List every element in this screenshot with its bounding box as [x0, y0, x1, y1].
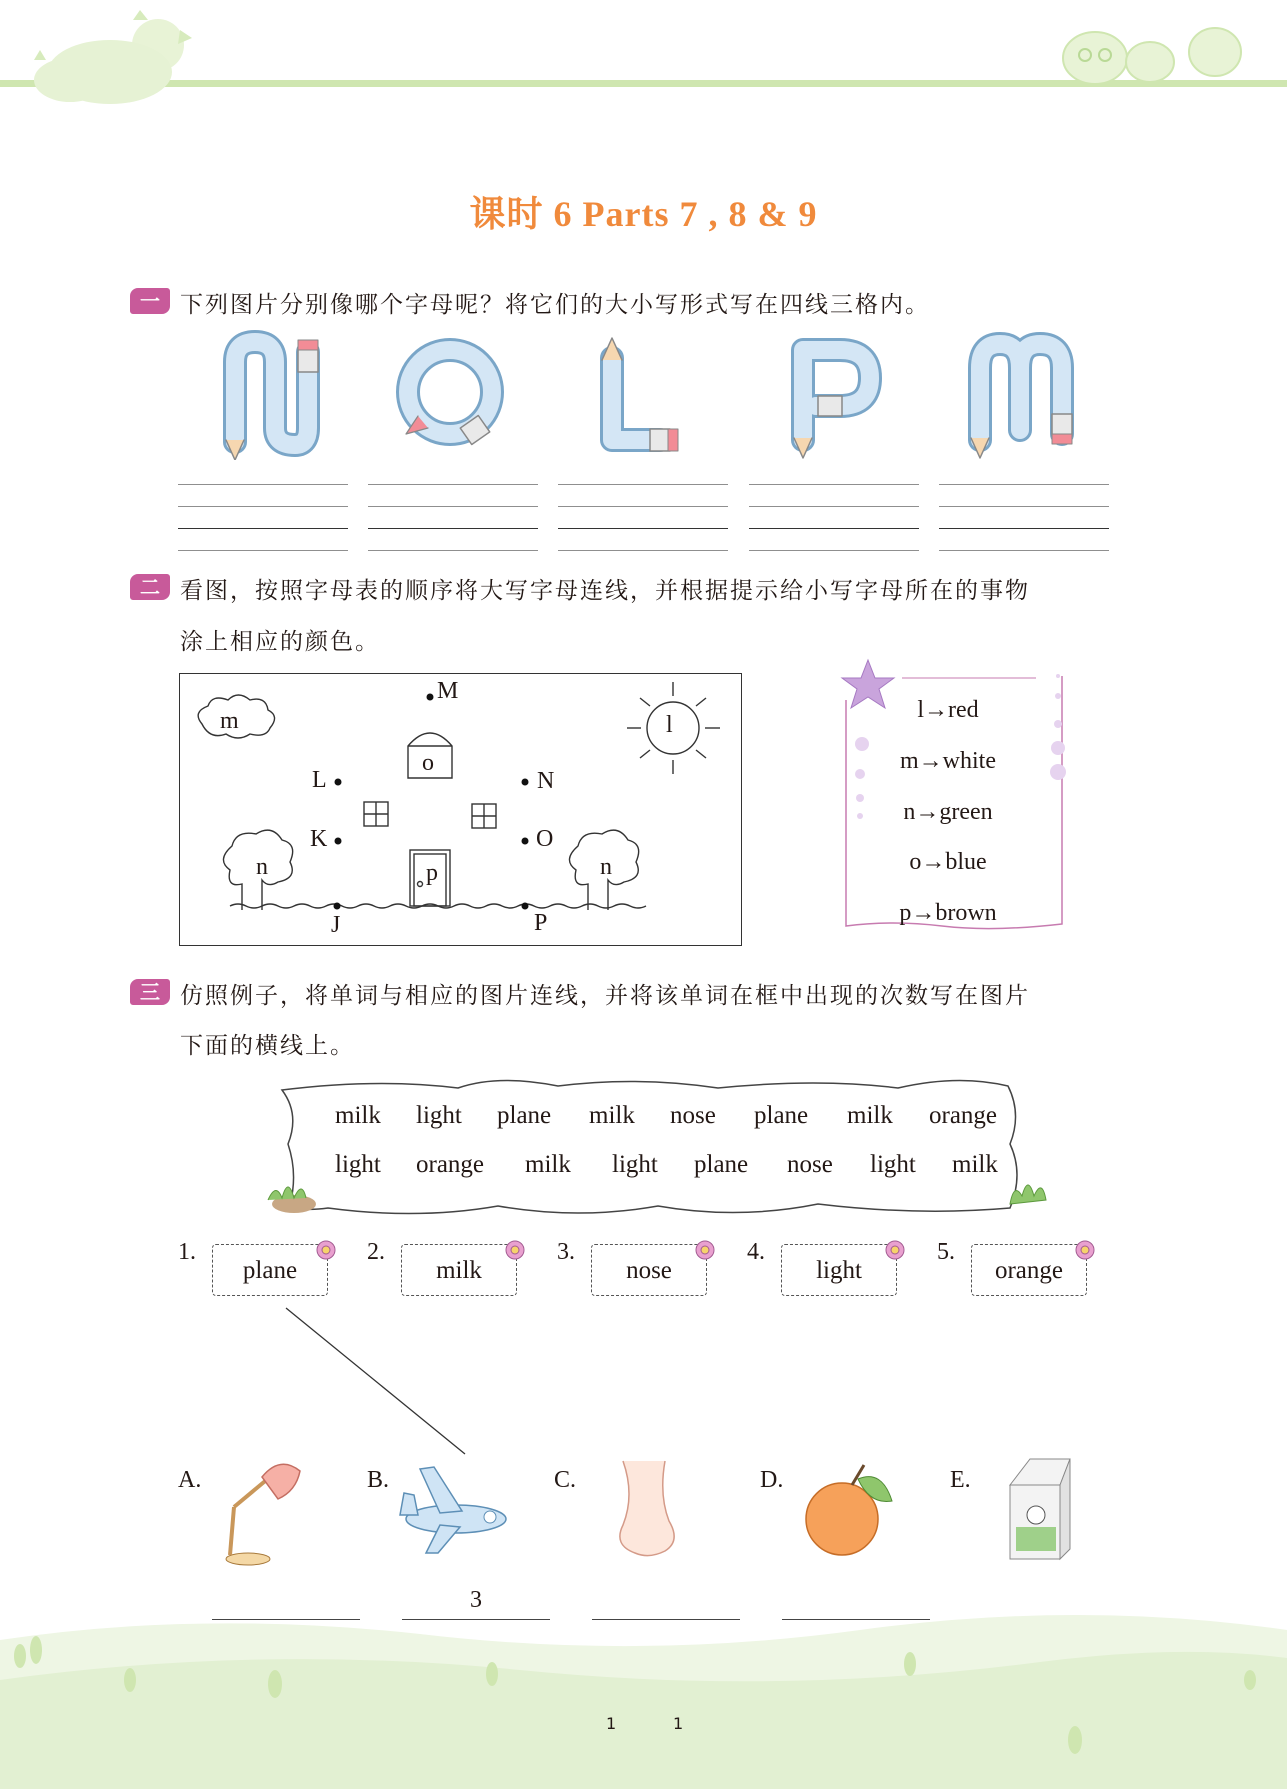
picture-d-label: D. [760, 1467, 784, 1493]
word-r2-8: milk [952, 1151, 998, 1178]
answer-b: 3 [470, 1587, 482, 1613]
option-1-word[interactable]: plane [212, 1244, 328, 1296]
color-key-p: p→brown [899, 900, 997, 926]
picture-a-label: A. [178, 1467, 202, 1493]
picture-icons [200, 1455, 1100, 1575]
color-key-m: m→white [900, 748, 996, 774]
dot-k-label: K [310, 826, 328, 852]
ground-line [230, 904, 646, 908]
dot-l-label: L [312, 767, 327, 793]
word-r2-5: plane [694, 1151, 749, 1178]
picture-c-label: C. [554, 1467, 577, 1493]
pencil-letter-m-icon [971, 344, 1072, 458]
word-r2-6: nose [787, 1151, 833, 1178]
word-r2-2: orange [416, 1151, 485, 1178]
word-r2-7: light [870, 1151, 916, 1178]
color-key-n: n→green [903, 799, 993, 825]
section-2-instruction-line1: 看图，按照字母表的顺序将大写字母连线，并根据提示给小写字母所在的事物 [180, 578, 1030, 604]
page-title: 课时 6 Parts 7 , 8 & 9 [469, 194, 818, 234]
word-r1-7: milk [847, 1102, 893, 1129]
nose-icon [620, 1461, 674, 1556]
sun-icon [627, 682, 720, 774]
option-4-number: 4. [747, 1239, 765, 1265]
cloud-sun-decoration [34, 10, 192, 104]
airplane-icon [400, 1467, 506, 1553]
dot-n-label: N [537, 768, 555, 794]
option-1-number: 1. [178, 1239, 196, 1265]
window-left-icon [364, 802, 388, 826]
sun-letter: l [666, 712, 673, 738]
flower-decorations [0, 1230, 1287, 1270]
dot-p [522, 903, 529, 910]
window-letter: o [422, 750, 434, 776]
dot-to-dot-picture[interactable] [179, 673, 742, 946]
flower-icon [696, 1241, 714, 1259]
section-2-instruction-line2: 涂上相应的颜色。 [180, 629, 380, 655]
option-2-word[interactable]: milk [401, 1244, 517, 1296]
section-3-instruction-line1: 仿照例子，将单词与相应的图片连线，并将该单词在框中出现的次数写在图片 [180, 983, 1030, 1009]
word-r1-4: milk [589, 1102, 635, 1129]
section-1-instruction: 下列图片分别像哪个字母呢？将它们的大小写形式写在四线三格内。 [180, 292, 930, 318]
page-number-right: 1 [673, 1714, 684, 1733]
color-key-o: o→blue [909, 849, 987, 875]
tree-left-letter: n [256, 854, 268, 880]
header-decoration [0, 0, 1287, 120]
section-3-badge: 三 [130, 979, 170, 1005]
word-r1-6: plane [754, 1102, 809, 1129]
writing-lines-3[interactable] [558, 484, 728, 550]
cloud-letter: m [220, 708, 239, 734]
writing-lines-1[interactable] [178, 484, 348, 550]
flower-icon [1076, 1241, 1094, 1259]
pencil-letter-n-icon [226, 340, 318, 460]
dot-m-label: M [437, 678, 459, 704]
word-r2-1: light [335, 1151, 381, 1178]
picture-drawing [180, 674, 741, 945]
word-r2-4: light [612, 1151, 658, 1178]
lamp-icon [226, 1464, 300, 1565]
dot-l [335, 779, 342, 786]
section-1-badge: 一 [130, 288, 170, 314]
dot-j-label: J [331, 912, 341, 938]
dot-p-label: P [534, 910, 548, 936]
dot-n [522, 779, 529, 786]
section-2-badge: 二 [130, 574, 170, 600]
word-r2-3: milk [525, 1151, 571, 1178]
writing-lines-5[interactable] [939, 484, 1109, 550]
page-number-left: 1 [606, 1714, 617, 1733]
flower-icon [886, 1241, 904, 1259]
writing-lines-2[interactable] [368, 484, 538, 550]
pencil-letter-p-icon [794, 350, 870, 458]
option-3-word[interactable]: nose [591, 1244, 707, 1296]
dot-o [522, 838, 529, 845]
word-r1-5: nose [670, 1102, 716, 1129]
word-r1-1: milk [335, 1102, 381, 1129]
option-5-word[interactable]: orange [971, 1244, 1087, 1296]
example-connect-line [0, 1300, 1287, 1460]
pencil-letter-l-icon [602, 338, 678, 451]
section-3-instruction-line2: 下面的横线上。 [180, 1033, 355, 1059]
option-5-number: 5. [937, 1239, 955, 1265]
word-box [258, 1074, 1058, 1224]
dot-o-label: O [536, 826, 554, 852]
flower-icon [506, 1241, 524, 1259]
flower-icon [317, 1241, 335, 1259]
dot-k [335, 838, 342, 845]
dot-m [427, 694, 434, 701]
writing-lines-4[interactable] [749, 484, 919, 550]
window-right-icon [472, 804, 496, 828]
option-4-word[interactable]: light [781, 1244, 897, 1296]
dot-j [334, 903, 341, 910]
orange-icon [806, 1465, 892, 1555]
word-r1-3: plane [497, 1102, 552, 1129]
door-letter: p [426, 860, 438, 886]
option-3-number: 3. [557, 1239, 575, 1265]
pencil-letter-o-icon [406, 350, 492, 445]
footer-hills-decoration [0, 1600, 1287, 1789]
color-key-l: l→red [917, 697, 979, 723]
pencil-letters [210, 330, 1130, 460]
word-r1-8: orange [929, 1102, 998, 1129]
option-2-number: 2. [367, 1239, 385, 1265]
milk-carton-icon [1010, 1459, 1070, 1559]
tree-right-letter: n [600, 854, 612, 880]
word-r1-2: light [416, 1102, 462, 1129]
picture-b-label: B. [367, 1467, 390, 1493]
picture-e-label: E. [950, 1467, 971, 1493]
animal-faces-decoration [1063, 28, 1241, 84]
